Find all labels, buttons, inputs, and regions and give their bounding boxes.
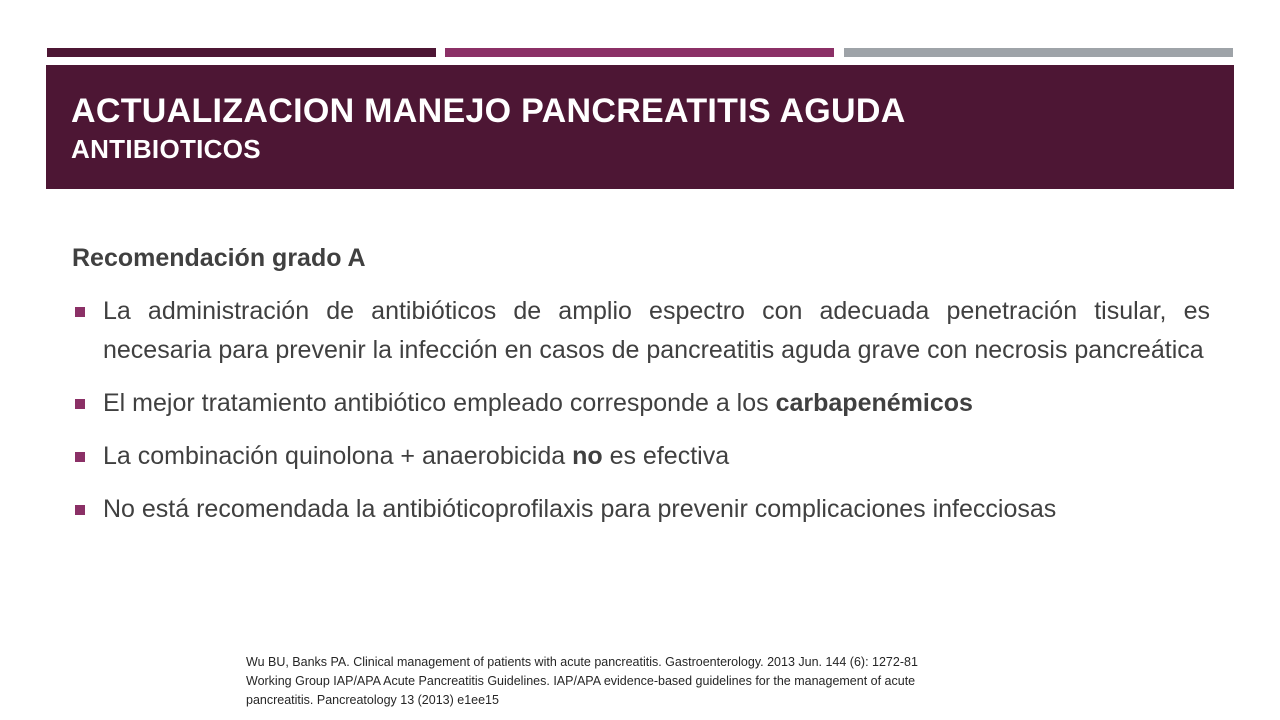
bullet-item [72,384,1210,423]
bullet-text [103,389,973,417]
accent-bar-magenta [445,48,834,57]
slide-content [72,240,1210,543]
bullet-text: La administración de antibióticos de amplio espectro con adecuada penetración tisular, es necesaria para prevenir la infección en casos de pancreatitis aguda grave con necrosis pancreática [103,297,1210,364]
reference-line: Wu BU, Banks PA. Clinical management of patients with acute pancreatitis. Gastroenterology. 2013 Jun. 144 (6): 1272-81 [246,655,918,669]
bullet-item [72,437,1210,476]
bullet-text-emphasis: carbapenémicos [775,389,973,417]
square-bullet-icon [75,452,85,462]
bullet-text: No está recomendada la antibióticoprofilaxis para prevenir complicaciones infecciosas [103,495,1057,523]
accent-bar-dark [47,48,436,57]
bullet-list [72,292,1210,529]
reference-line: Working Group IAP/APA Acute Pancreatitis Guidelines. IAP/APA evidence-based guidelines for the management of acute [246,674,916,688]
title-band [46,65,1234,189]
bullet-item [72,292,1210,370]
slide-title: ACTUALIZACION MANEJO PANCREATITIS AGUDA [71,92,906,130]
square-bullet-icon [75,505,85,515]
bullet-item [72,490,1210,529]
bullet-text [103,442,729,470]
bullet-text-emphasis: no [572,442,603,470]
bullet-text-regular: La combinación quinolona + anaerobicida [103,442,573,470]
references [246,653,1046,710]
accent-bar-gray [844,48,1233,57]
reference-line: pancreatitis. Pancreatology 13 (2013) e1ee15 [246,693,499,707]
slide-subtitle: ANTIBIOTICOS [71,134,261,164]
bullet-text-regular: El mejor tratamiento antibiótico empleado corresponde a los [103,389,776,417]
square-bullet-icon [75,307,85,317]
recommendation-heading: Recomendación grado A [72,244,366,272]
bullet-text-regular: es efectiva [602,442,730,470]
square-bullet-icon [75,399,85,409]
